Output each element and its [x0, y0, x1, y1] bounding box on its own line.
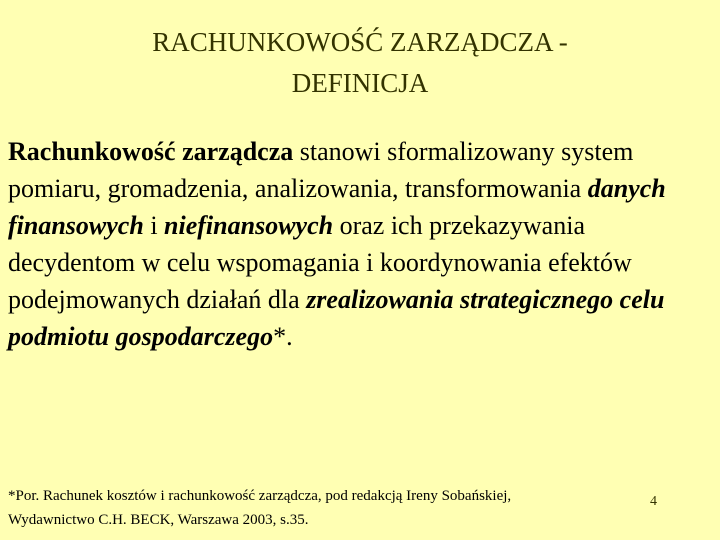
- body-text-4: *.: [273, 322, 293, 351]
- title-line-2: DEFINICJA: [291, 68, 429, 98]
- title-line-1: RACHUNKOWOŚĆ ZARZĄDCZA -: [152, 27, 568, 57]
- definition-paragraph: [8, 133, 708, 355]
- body-text-3: oraz ich przekazywania decydentom w celu wspomagania i koordynowania efektów podejmowanych działań dla: [8, 211, 632, 314]
- emphasis-financial-data: danych finansowych: [8, 174, 666, 240]
- footnote-line-2: Wydawnictwo C.H. BECK, Warszawa 2003, s.35.: [8, 512, 309, 528]
- slide-title: [60, 22, 660, 104]
- page-number: 4: [650, 494, 657, 509]
- emphasis-non-financial: niefinansowych: [164, 211, 334, 240]
- body-text-1: stanowi sformalizowany system pomiaru, gromadzenia, analizowania, transformowania: [8, 137, 634, 203]
- footnote: [8, 484, 638, 532]
- emphasis-strategic-goal: zrealizowania strategicznego celu podmiotu gospodarczego: [8, 285, 665, 351]
- footnote-line-1: *Por. Rachunek kosztów i rachunkowość zarządcza, pod redakcją Ireny Sobańskiej,: [8, 488, 512, 504]
- body-text-2: i: [143, 211, 165, 240]
- defined-term: Rachunkowość zarządcza: [8, 137, 294, 166]
